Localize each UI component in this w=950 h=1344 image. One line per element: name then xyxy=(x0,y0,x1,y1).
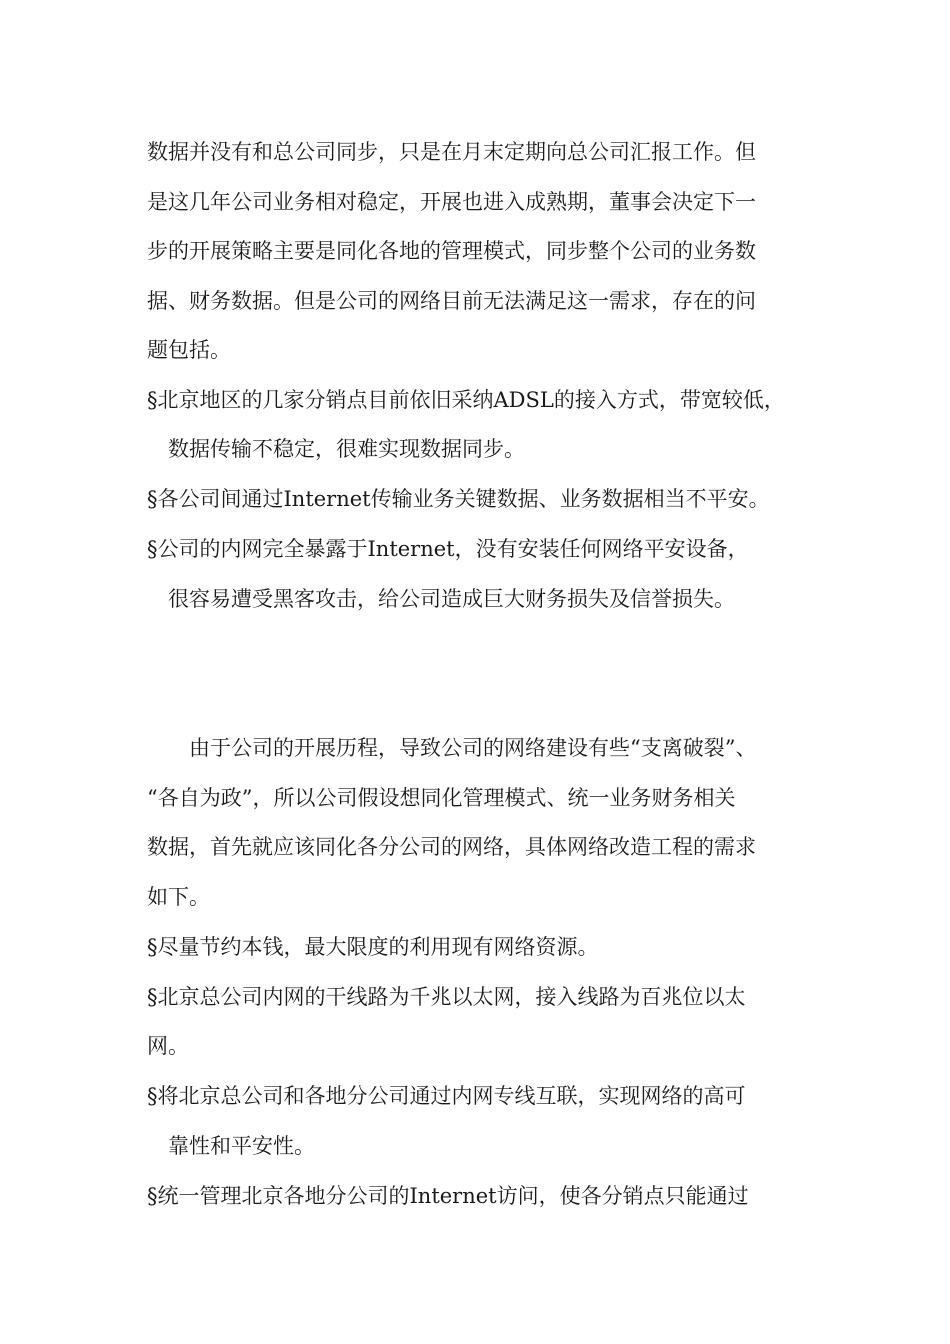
body-text-line: “各自为政”，所以公司假设想同化管理模式、统一业务财务相关 xyxy=(147,786,736,810)
body-text-line: 题包括。 xyxy=(147,338,231,362)
body-text-line: 是这几年公司业务相对稳定，开展也进入成熟期，董事会决定下一 xyxy=(147,190,756,214)
body-text-line: 步的开展策略主要是同化各地的管理模式，同步整个公司的业务数 xyxy=(147,239,756,263)
bullet-item-continuation: 靠性和平安性。 xyxy=(168,1134,315,1158)
bullet-item-continuation: 数据传输不稳定，很难实现数据同步。 xyxy=(168,437,525,461)
bullet-item: §北京总公司内网的干线路为千兆以太网，接入线路为百兆位以太 xyxy=(147,985,746,1009)
bullet-item: §统一管理北京各地分公司的Internet访问，使各分销点只能通过 xyxy=(147,1184,749,1208)
bullet-item: §公司的内网完全暴露于Internet，没有安装任何网络平安设备， xyxy=(147,537,749,561)
bullet-item-continuation: 很容易遭受黑客攻击，给公司造成巨大财务损失及信誉损失。 xyxy=(168,587,735,611)
bullet-item: §各公司间通过Internet传输业务关键数据、业务数据相当不平安。 xyxy=(147,487,770,511)
bullet-item-continuation: 网。 xyxy=(147,1034,189,1058)
bullet-item: §将北京总公司和各地分公司通过内网专线互联，实现网络的高可 xyxy=(147,1084,746,1108)
body-text-line: 数据并没有和总公司同步，只是在月末定期向总公司汇报工作。但 xyxy=(147,140,756,164)
bullet-item: §尽量节约本钱，最大限度的利用现有网络资源。 xyxy=(147,935,599,959)
body-text-line: 据、财务数据。但是公司的网络目前无法满足这一需求，存在的问 xyxy=(147,289,756,313)
body-text-line: 数据，首先就应该同化各分公司的网络，具体网络改造工程的需求 xyxy=(147,835,756,859)
body-text-line: 由于公司的开展历程，导致公司的网络建设有些“支离破裂”、 xyxy=(189,736,757,760)
bullet-item: §北京地区的几家分销点目前依旧采纳ADSL的接入方式，带宽较低， xyxy=(147,388,785,412)
body-text-line: 如下。 xyxy=(147,885,210,909)
